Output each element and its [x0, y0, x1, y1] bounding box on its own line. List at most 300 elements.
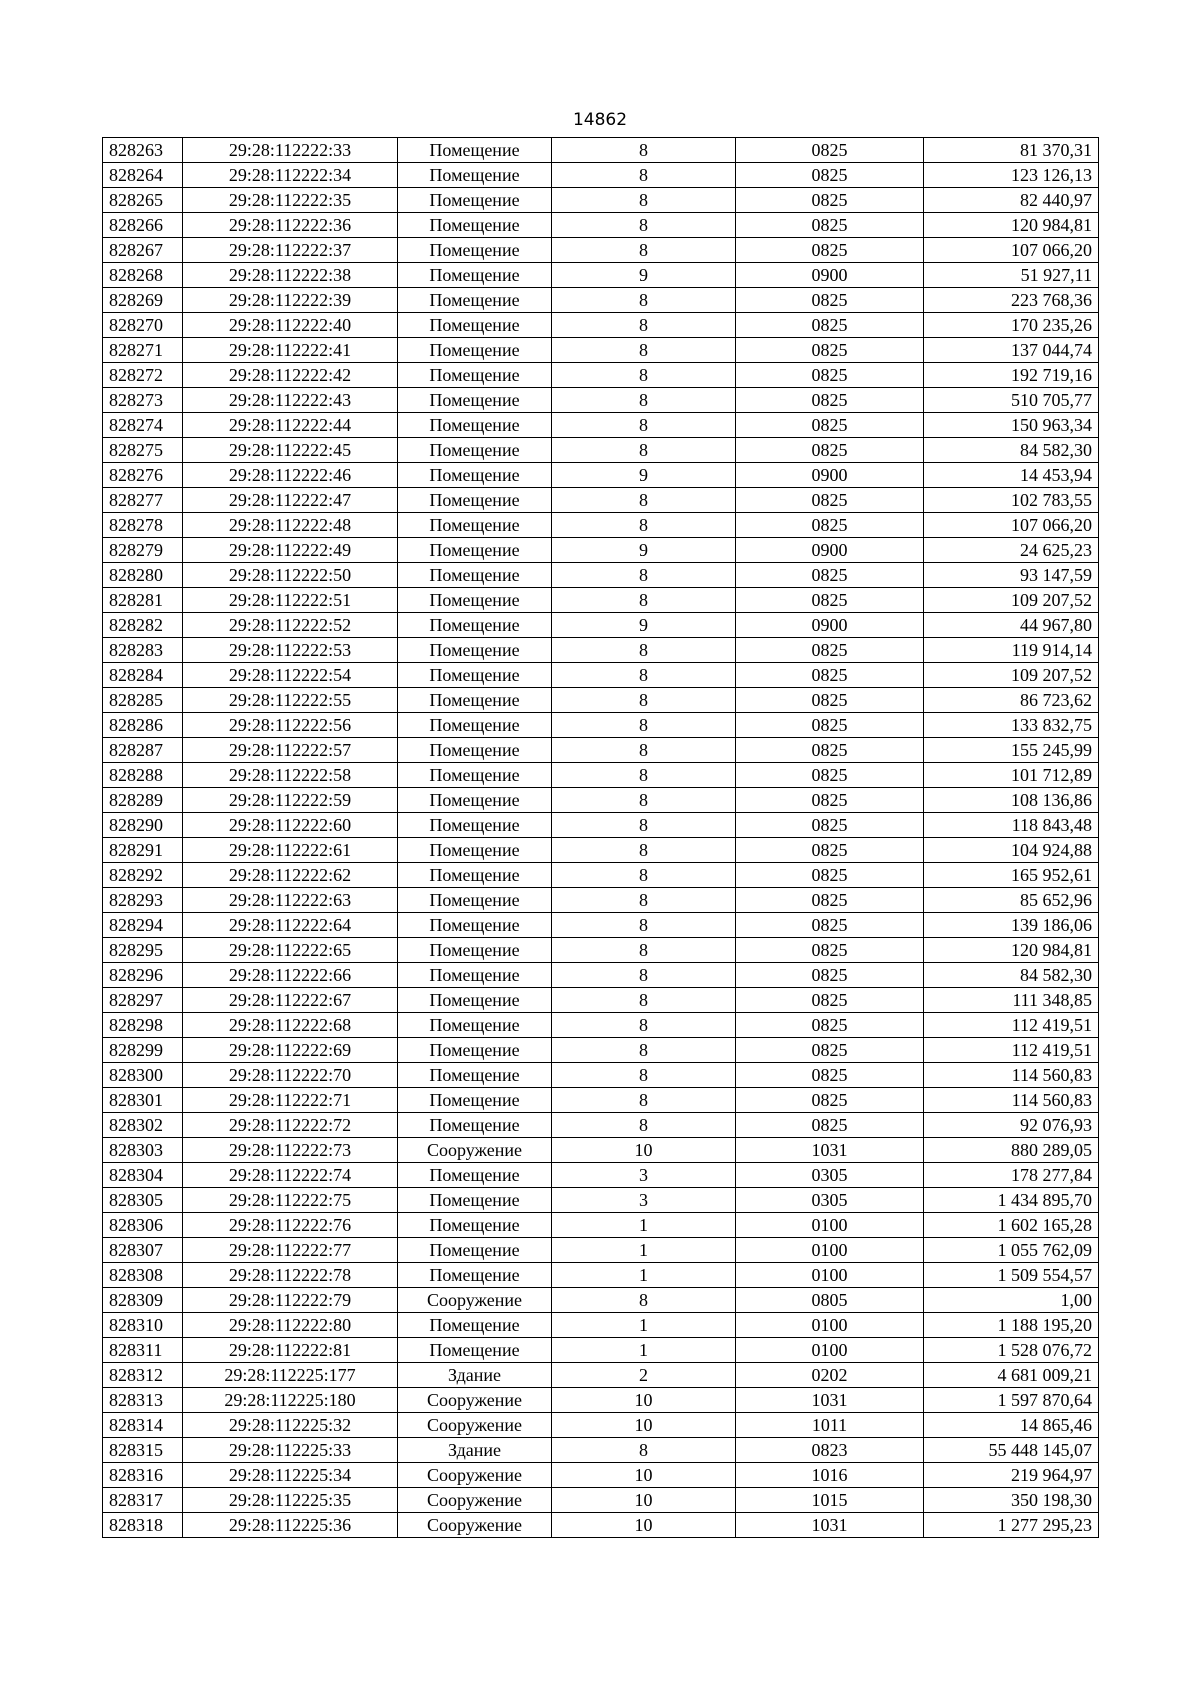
cadastral-number-cell: 29:28:112222:64 — [183, 913, 398, 938]
code-cell: 0825 — [736, 163, 924, 188]
code-cell: 0825 — [736, 838, 924, 863]
cadastral-number-cell: 29:28:112222:62 — [183, 863, 398, 888]
row-number-cell: 828273 — [103, 388, 183, 413]
object-type-cell: Помещение — [398, 163, 552, 188]
cadastral-number-cell: 29:28:112222:35 — [183, 188, 398, 213]
group-cell: 8 — [552, 1288, 736, 1313]
object-type-cell: Помещение — [398, 488, 552, 513]
cadastral-value-cell: 82 440,97 — [924, 188, 1099, 213]
object-type-cell: Помещение — [398, 363, 552, 388]
group-cell: 8 — [552, 388, 736, 413]
group-cell: 8 — [552, 238, 736, 263]
group-cell: 8 — [552, 713, 736, 738]
cadastral-value-cell: 137 044,74 — [924, 338, 1099, 363]
cadastral-value-cell: 84 582,30 — [924, 963, 1099, 988]
cadastral-value-cell: 1 597 870,64 — [924, 1388, 1099, 1413]
cadastral-value-cell: 120 984,81 — [924, 938, 1099, 963]
table-row — [103, 1038, 1099, 1063]
table-row — [103, 1213, 1099, 1238]
code-cell: 0305 — [736, 1163, 924, 1188]
table-row — [103, 788, 1099, 813]
table-row — [103, 1438, 1099, 1463]
cadastral-value-cell: 150 963,34 — [924, 413, 1099, 438]
group-cell: 8 — [552, 1113, 736, 1138]
cadastral-number-cell: 29:28:112222:58 — [183, 763, 398, 788]
cadastral-number-cell: 29:28:112222:65 — [183, 938, 398, 963]
table-row — [103, 438, 1099, 463]
row-number-cell: 828264 — [103, 163, 183, 188]
row-number-cell: 828270 — [103, 313, 183, 338]
object-type-cell: Помещение — [398, 788, 552, 813]
code-cell: 0825 — [736, 213, 924, 238]
table-row — [103, 313, 1099, 338]
code-cell: 0825 — [736, 763, 924, 788]
cadastral-value-cell: 880 289,05 — [924, 1138, 1099, 1163]
object-type-cell: Помещение — [398, 763, 552, 788]
row-number-cell: 828303 — [103, 1138, 183, 1163]
object-type-cell: Помещение — [398, 1163, 552, 1188]
cadastral-value-cell: 1 277 295,23 — [924, 1513, 1099, 1538]
group-cell: 8 — [552, 888, 736, 913]
cadastral-value-cell: 1 434 895,70 — [924, 1188, 1099, 1213]
row-number-cell: 828271 — [103, 338, 183, 363]
cadastral-number-cell: 29:28:112222:67 — [183, 988, 398, 1013]
row-number-cell: 828316 — [103, 1463, 183, 1488]
table-row — [103, 813, 1099, 838]
cadastral-number-cell: 29:28:112222:63 — [183, 888, 398, 913]
row-number-cell: 828274 — [103, 413, 183, 438]
group-cell: 10 — [552, 1138, 736, 1163]
cadastral-number-cell: 29:28:112222:52 — [183, 613, 398, 638]
table-row — [103, 1163, 1099, 1188]
cadastral-value-cell: 1 188 195,20 — [924, 1313, 1099, 1338]
code-cell: 0825 — [736, 963, 924, 988]
row-number-cell: 828308 — [103, 1263, 183, 1288]
object-type-cell: Помещение — [398, 413, 552, 438]
cadastral-value-cell: 107 066,20 — [924, 513, 1099, 538]
table-row — [103, 413, 1099, 438]
cadastral-value-cell: 1,00 — [924, 1288, 1099, 1313]
object-type-cell: Помещение — [398, 538, 552, 563]
cadastral-value-cell: 510 705,77 — [924, 388, 1099, 413]
table-row — [103, 163, 1099, 188]
table-row — [103, 213, 1099, 238]
object-type-cell: Помещение — [398, 638, 552, 663]
group-cell: 10 — [552, 1513, 736, 1538]
table-row — [103, 588, 1099, 613]
cadastral-number-cell: 29:28:112222:66 — [183, 963, 398, 988]
table-row — [103, 463, 1099, 488]
object-type-cell: Помещение — [398, 388, 552, 413]
object-type-cell: Помещение — [398, 738, 552, 763]
table-row — [103, 1188, 1099, 1213]
cadastral-value-cell: 92 076,93 — [924, 1113, 1099, 1138]
code-cell: 0825 — [736, 413, 924, 438]
cadastral-number-cell: 29:28:112222:78 — [183, 1263, 398, 1288]
code-cell: 0825 — [736, 138, 924, 163]
object-type-cell: Сооружение — [398, 1388, 552, 1413]
row-number-cell: 828298 — [103, 1013, 183, 1038]
row-number-cell: 828294 — [103, 913, 183, 938]
cadastral-value-cell: 4 681 009,21 — [924, 1363, 1099, 1388]
group-cell: 8 — [552, 788, 736, 813]
group-cell: 1 — [552, 1263, 736, 1288]
object-type-cell: Помещение — [398, 1088, 552, 1113]
table-row — [103, 738, 1099, 763]
cadastral-value-cell: 107 066,20 — [924, 238, 1099, 263]
object-type-cell: Помещение — [398, 888, 552, 913]
code-cell: 0825 — [736, 238, 924, 263]
cadastral-value-cell: 24 625,23 — [924, 538, 1099, 563]
group-cell: 8 — [552, 513, 736, 538]
cadastral-number-cell: 29:28:112222:43 — [183, 388, 398, 413]
cadastral-value-cell: 133 832,75 — [924, 713, 1099, 738]
group-cell: 8 — [552, 588, 736, 613]
code-cell: 0805 — [736, 1288, 924, 1313]
table-row — [103, 963, 1099, 988]
code-cell: 0825 — [736, 1088, 924, 1113]
row-number-cell: 828306 — [103, 1213, 183, 1238]
cadastral-number-cell: 29:28:112222:48 — [183, 513, 398, 538]
cadastral-value-cell: 86 723,62 — [924, 688, 1099, 713]
table-row — [103, 1363, 1099, 1388]
object-type-cell: Помещение — [398, 338, 552, 363]
row-number-cell: 828295 — [103, 938, 183, 963]
row-number-cell: 828279 — [103, 538, 183, 563]
cadastral-number-cell: 29:28:112222:33 — [183, 138, 398, 163]
table-row — [103, 1088, 1099, 1113]
table-row — [103, 1413, 1099, 1438]
object-type-cell: Сооружение — [398, 1413, 552, 1438]
code-cell: 0100 — [736, 1338, 924, 1363]
code-cell: 0825 — [736, 1063, 924, 1088]
row-number-cell: 828284 — [103, 663, 183, 688]
cadastral-number-cell: 29:28:112222:68 — [183, 1013, 398, 1038]
code-cell: 0825 — [736, 938, 924, 963]
page-number: 14862 — [572, 110, 628, 130]
table-row — [103, 263, 1099, 288]
code-cell: 0100 — [736, 1263, 924, 1288]
cadastral-number-cell: 29:28:112222:75 — [183, 1188, 398, 1213]
cadastral-value-cell: 114 560,83 — [924, 1088, 1099, 1113]
cadastral-value-cell: 155 245,99 — [924, 738, 1099, 763]
cadastral-value-cell: 85 652,96 — [924, 888, 1099, 913]
row-number-cell: 828267 — [103, 238, 183, 263]
object-type-cell: Сооружение — [398, 1463, 552, 1488]
group-cell: 8 — [552, 763, 736, 788]
table-row — [103, 363, 1099, 388]
table-row — [103, 238, 1099, 263]
cadastral-value-cell: 1 509 554,57 — [924, 1263, 1099, 1288]
cadastral-number-cell: 29:28:112222:50 — [183, 563, 398, 588]
cadastral-number-cell: 29:28:112222:81 — [183, 1338, 398, 1363]
cadastral-value-cell: 14 453,94 — [924, 463, 1099, 488]
code-cell: 0825 — [736, 863, 924, 888]
code-cell: 0825 — [736, 513, 924, 538]
table-row — [103, 1338, 1099, 1363]
cadastral-value-cell: 51 927,11 — [924, 263, 1099, 288]
table-row — [103, 513, 1099, 538]
object-type-cell: Помещение — [398, 1113, 552, 1138]
code-cell: 0100 — [736, 1213, 924, 1238]
group-cell: 8 — [552, 688, 736, 713]
table-body — [103, 138, 1099, 1538]
cadastral-number-cell: 29:28:112222:55 — [183, 688, 398, 713]
cadastral-number-cell: 29:28:112222:53 — [183, 638, 398, 663]
cadastral-number-cell: 29:28:112222:38 — [183, 263, 398, 288]
code-cell: 0825 — [736, 813, 924, 838]
cadastral-value-cell: 223 768,36 — [924, 288, 1099, 313]
cadastral-number-cell: 29:28:112222:49 — [183, 538, 398, 563]
code-cell: 1031 — [736, 1138, 924, 1163]
group-cell: 8 — [552, 213, 736, 238]
cadastral-number-cell: 29:28:112222:79 — [183, 1288, 398, 1313]
group-cell: 8 — [552, 813, 736, 838]
cadastral-number-cell: 29:28:112222:74 — [183, 1163, 398, 1188]
code-cell: 0825 — [736, 1013, 924, 1038]
table-row — [103, 1238, 1099, 1263]
table-row — [103, 913, 1099, 938]
table-row — [103, 538, 1099, 563]
table-row — [103, 638, 1099, 663]
table-row — [103, 838, 1099, 863]
table-row — [103, 188, 1099, 213]
row-number-cell: 828277 — [103, 488, 183, 513]
code-cell: 0100 — [736, 1238, 924, 1263]
code-cell: 0825 — [736, 563, 924, 588]
table-row — [103, 1288, 1099, 1313]
row-number-cell: 828275 — [103, 438, 183, 463]
row-number-cell: 828304 — [103, 1163, 183, 1188]
table-row — [103, 688, 1099, 713]
cadastral-number-cell: 29:28:112222:44 — [183, 413, 398, 438]
table-row — [103, 988, 1099, 1013]
code-cell: 0825 — [736, 338, 924, 363]
table-row — [103, 938, 1099, 963]
group-cell: 8 — [552, 188, 736, 213]
cadastral-value-cell: 112 419,51 — [924, 1013, 1099, 1038]
cadastral-value-cell: 44 967,80 — [924, 613, 1099, 638]
cadastral-value-cell: 170 235,26 — [924, 313, 1099, 338]
object-type-cell: Здание — [398, 1363, 552, 1388]
cadastral-value-cell: 119 914,14 — [924, 638, 1099, 663]
cadastral-number-cell: 29:28:112222:42 — [183, 363, 398, 388]
object-type-cell: Помещение — [398, 838, 552, 863]
code-cell: 0825 — [736, 288, 924, 313]
group-cell: 9 — [552, 263, 736, 288]
table-row — [103, 1488, 1099, 1513]
cadastral-number-cell: 29:28:112225:180 — [183, 1388, 398, 1413]
group-cell: 8 — [552, 1063, 736, 1088]
group-cell: 1 — [552, 1313, 736, 1338]
cadastral-number-cell: 29:28:112222:72 — [183, 1113, 398, 1138]
cadastral-number-cell: 29:28:112222:51 — [183, 588, 398, 613]
cadastral-value-cell: 55 448 145,07 — [924, 1438, 1099, 1463]
cadastral-number-cell: 29:28:112222:71 — [183, 1088, 398, 1113]
code-cell: 0825 — [736, 1038, 924, 1063]
code-cell: 0100 — [736, 1313, 924, 1338]
cadastral-number-cell: 29:28:112222:80 — [183, 1313, 398, 1338]
group-cell: 2 — [552, 1363, 736, 1388]
object-type-cell: Помещение — [398, 963, 552, 988]
group-cell: 10 — [552, 1463, 736, 1488]
code-cell: 1031 — [736, 1513, 924, 1538]
cadastral-number-cell: 29:28:112222:77 — [183, 1238, 398, 1263]
cadastral-number-cell: 29:28:112222:45 — [183, 438, 398, 463]
cadastral-value-cell: 139 186,06 — [924, 913, 1099, 938]
table-row — [103, 388, 1099, 413]
group-cell: 8 — [552, 288, 736, 313]
group-cell: 8 — [552, 338, 736, 363]
cadastral-number-cell: 29:28:112222:39 — [183, 288, 398, 313]
row-number-cell: 828281 — [103, 588, 183, 613]
code-cell: 0825 — [736, 388, 924, 413]
table-row — [103, 1063, 1099, 1088]
cadastral-number-cell: 29:28:112222:34 — [183, 163, 398, 188]
cadastral-value-cell: 93 147,59 — [924, 563, 1099, 588]
code-cell: 0825 — [736, 913, 924, 938]
object-type-cell: Помещение — [398, 588, 552, 613]
object-type-cell: Помещение — [398, 1188, 552, 1213]
cadastral-number-cell: 29:28:112222:73 — [183, 1138, 398, 1163]
cadastral-value-cell: 109 207,52 — [924, 663, 1099, 688]
object-type-cell: Помещение — [398, 863, 552, 888]
code-cell: 1015 — [736, 1488, 924, 1513]
cadastral-number-cell: 29:28:112225:33 — [183, 1438, 398, 1463]
object-type-cell: Помещение — [398, 463, 552, 488]
group-cell: 8 — [552, 938, 736, 963]
row-number-cell: 828297 — [103, 988, 183, 1013]
group-cell: 8 — [552, 138, 736, 163]
row-number-cell: 828282 — [103, 613, 183, 638]
group-cell: 8 — [552, 438, 736, 463]
table-row — [103, 288, 1099, 313]
group-cell: 9 — [552, 613, 736, 638]
table-row — [103, 338, 1099, 363]
group-cell: 8 — [552, 1088, 736, 1113]
cadastral-value-cell: 111 348,85 — [924, 988, 1099, 1013]
row-number-cell: 828309 — [103, 1288, 183, 1313]
cadastral-value-cell: 1 528 076,72 — [924, 1338, 1099, 1363]
row-number-cell: 828278 — [103, 513, 183, 538]
row-number-cell: 828263 — [103, 138, 183, 163]
row-number-cell: 828288 — [103, 763, 183, 788]
cadastral-value-table — [102, 137, 1099, 1538]
table-row — [103, 888, 1099, 913]
row-number-cell: 828315 — [103, 1438, 183, 1463]
object-type-cell: Здание — [398, 1438, 552, 1463]
code-cell: 0825 — [736, 663, 924, 688]
cadastral-value-cell: 109 207,52 — [924, 588, 1099, 613]
code-cell: 0825 — [736, 1113, 924, 1138]
code-cell: 0825 — [736, 438, 924, 463]
code-cell: 0825 — [736, 363, 924, 388]
group-cell: 8 — [552, 563, 736, 588]
object-type-cell: Помещение — [398, 213, 552, 238]
code-cell: 0825 — [736, 638, 924, 663]
cadastral-number-cell: 29:28:112222:70 — [183, 1063, 398, 1088]
object-type-cell: Помещение — [398, 563, 552, 588]
object-type-cell: Помещение — [398, 1038, 552, 1063]
table-row — [103, 563, 1099, 588]
group-cell: 8 — [552, 863, 736, 888]
code-cell: 0900 — [736, 613, 924, 638]
object-type-cell: Помещение — [398, 913, 552, 938]
object-type-cell: Помещение — [398, 688, 552, 713]
cadastral-value-cell: 101 712,89 — [924, 763, 1099, 788]
table-row — [103, 1388, 1099, 1413]
group-cell: 8 — [552, 413, 736, 438]
group-cell: 8 — [552, 163, 736, 188]
cadastral-value-cell: 219 964,97 — [924, 1463, 1099, 1488]
row-number-cell: 828291 — [103, 838, 183, 863]
cadastral-value-cell: 1 055 762,09 — [924, 1238, 1099, 1263]
object-type-cell: Помещение — [398, 1263, 552, 1288]
table-row — [103, 1013, 1099, 1038]
cadastral-value-cell: 84 582,30 — [924, 438, 1099, 463]
cadastral-value-cell: 14 865,46 — [924, 1413, 1099, 1438]
row-number-cell: 828268 — [103, 263, 183, 288]
group-cell: 8 — [552, 363, 736, 388]
group-cell: 8 — [552, 738, 736, 763]
cadastral-value-cell: 118 843,48 — [924, 813, 1099, 838]
code-cell: 0825 — [736, 888, 924, 913]
row-number-cell: 828293 — [103, 888, 183, 913]
group-cell: 1 — [552, 1338, 736, 1363]
table-row — [103, 1513, 1099, 1538]
group-cell: 10 — [552, 1488, 736, 1513]
cadastral-number-cell: 29:28:112222:37 — [183, 238, 398, 263]
code-cell: 0825 — [736, 188, 924, 213]
row-number-cell: 828299 — [103, 1038, 183, 1063]
group-cell: 8 — [552, 1013, 736, 1038]
object-type-cell: Сооружение — [398, 1488, 552, 1513]
object-type-cell: Сооружение — [398, 1138, 552, 1163]
object-type-cell: Помещение — [398, 1013, 552, 1038]
code-cell: 0900 — [736, 538, 924, 563]
cadastral-value-cell: 1 602 165,28 — [924, 1213, 1099, 1238]
table-row — [103, 713, 1099, 738]
object-type-cell: Помещение — [398, 188, 552, 213]
object-type-cell: Помещение — [398, 938, 552, 963]
cadastral-number-cell: 29:28:112222:54 — [183, 663, 398, 688]
object-type-cell: Помещение — [398, 313, 552, 338]
cadastral-value-cell: 114 560,83 — [924, 1063, 1099, 1088]
object-type-cell: Помещение — [398, 288, 552, 313]
code-cell: 0825 — [736, 988, 924, 1013]
code-cell: 0825 — [736, 713, 924, 738]
cadastral-number-cell: 29:28:112222:60 — [183, 813, 398, 838]
group-cell: 8 — [552, 963, 736, 988]
row-number-cell: 828296 — [103, 963, 183, 988]
table-row — [103, 1113, 1099, 1138]
code-cell: 1011 — [736, 1413, 924, 1438]
cadastral-number-cell: 29:28:112222:76 — [183, 1213, 398, 1238]
row-number-cell: 828285 — [103, 688, 183, 713]
object-type-cell: Помещение — [398, 813, 552, 838]
group-cell: 9 — [552, 463, 736, 488]
row-number-cell: 828289 — [103, 788, 183, 813]
object-type-cell: Помещение — [398, 613, 552, 638]
row-number-cell: 828302 — [103, 1113, 183, 1138]
row-number-cell: 828265 — [103, 188, 183, 213]
table-row — [103, 1463, 1099, 1488]
group-cell: 8 — [552, 913, 736, 938]
cadastral-number-cell: 29:28:112222:59 — [183, 788, 398, 813]
group-cell: 10 — [552, 1413, 736, 1438]
row-number-cell: 828287 — [103, 738, 183, 763]
group-cell: 8 — [552, 313, 736, 338]
